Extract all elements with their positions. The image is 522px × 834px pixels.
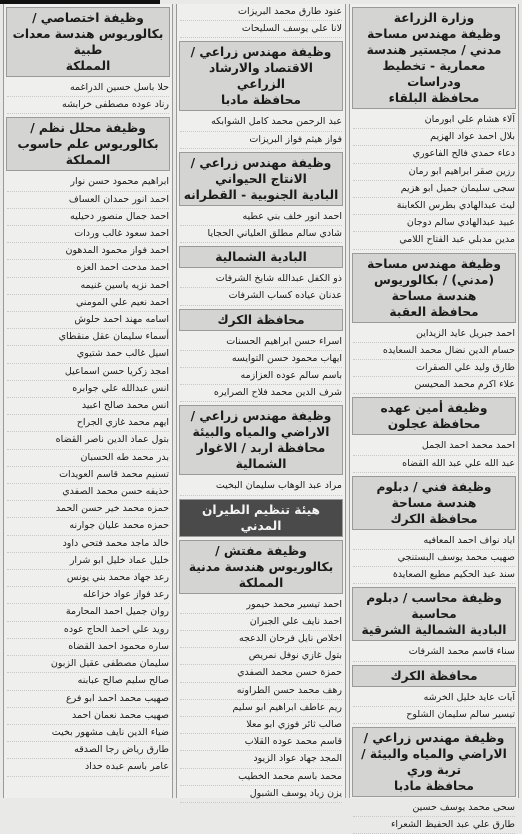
name-entry: سناء قاسم محمد الشرفات [353, 644, 515, 661]
name-entry: احمد نعيم علي المومني [7, 295, 169, 312]
section-heading [6, 117, 170, 171]
section-heading [352, 665, 516, 687]
section-heading [179, 41, 343, 111]
name-entry: روان جميل احمد المحارمة [7, 604, 169, 621]
name-entry: شرف الدين محمد فلاح الصرايره [180, 385, 342, 402]
names-list [177, 478, 345, 495]
heading-line: المملكة [65, 153, 111, 168]
heading-line: وظيفة محاسب / دبلوم محاسبة [366, 591, 502, 622]
name-entry: عبيد عبدالهادي سالم دوجان [353, 215, 515, 232]
heading-line: البادية الشمالية الشرقية [361, 623, 507, 638]
name-entry: سند عبد الحكيم مطيع الصعايدة [353, 567, 515, 584]
name-entry: المجد جهاد عواد الزيود [180, 751, 342, 768]
heading-line: وظيفة مهندس زراعي / الانتاج الحيواني [190, 155, 332, 186]
heading-line: المملكة [238, 575, 284, 590]
heading-line: محافظة عجلون [387, 417, 481, 432]
heading-line: محافظة العقبة [389, 304, 479, 319]
name-entry: امجد زكريا حسن اسماعيل [7, 364, 169, 381]
heading-line: وظيفة أمين عهده [380, 401, 488, 416]
name-entry: محمد باسم محمد الخطيب [180, 769, 342, 786]
name-entry: احمد فواز محمود المدهون [7, 243, 169, 260]
heading-line: محافظة البلقاء [388, 91, 480, 105]
name-entry: احمد جمال منصور دحيليه [7, 209, 169, 226]
top-edge-mark [0, 0, 160, 4]
heading-line: محافظة الكرك [390, 511, 478, 526]
heading-line: وظيفة اختصاصي / بكالوريوس هندسة معدات طبية [12, 11, 164, 57]
names-list [350, 800, 518, 834]
name-entry: بتول عماد الدين ناصر القضاه [7, 432, 169, 449]
names-list [350, 644, 518, 661]
name-entry: حمزه محمد عليان جوارنه [7, 518, 169, 535]
name-entry: دعاء حمدي فالح الفاعوري [353, 146, 515, 163]
name-entry: احمد جبريل عايد الزيداين [353, 326, 515, 343]
section-heading [352, 476, 516, 530]
name-entry: آلاء هشام علي ابورمان [353, 112, 515, 129]
name-entry: ايهم محمد غازي الجراح [7, 415, 169, 432]
heading-line: وزارة الزراعة [393, 11, 475, 25]
name-entry: عنود طارق محمد البريزات [180, 4, 342, 21]
name-entry: رناد عوده مصطفى خرابشه [7, 97, 169, 114]
name-entry: بلال احمد عواد الهزيم [353, 129, 515, 146]
name-entry: رزين صقر ابراهيم ابو رمان [353, 164, 515, 181]
name-entry: سليمان مصطفى عقيل الزبون [7, 656, 169, 673]
names-list [350, 690, 518, 724]
name-entry: فواز هيثم فواز البريزات [180, 132, 342, 149]
section-heading [352, 7, 516, 109]
names-list [177, 114, 345, 148]
name-entry: حمزة حسن محمد الصفدي [180, 665, 342, 682]
section-heading [179, 540, 343, 594]
name-entry: احمد انور خلف بني عطيه [180, 209, 342, 226]
name-entry: خالد ماجد محمد فتحي داود [7, 536, 169, 553]
name-entry: احمد نزيه ياسين غنيمه [7, 278, 169, 295]
name-entry: عامر باسم عبده حداد [7, 759, 169, 776]
section-heading [179, 499, 343, 537]
heading-line: وظيفة محلل نظم / بكالوريوس علم حاسوب [17, 121, 159, 152]
name-entry: احمد تيسير محمد حيمور [180, 597, 342, 614]
name-entry: طارق وليد علي الصقرات [353, 360, 515, 377]
name-entry: احمد سعود غالب وردات [7, 226, 169, 243]
name-entry: حذيفه حسن محمد الصفدي [7, 484, 169, 501]
heading-line: وظيفة مهندس زراعي / الاقتصاد والارشاد الزراعي [190, 45, 332, 92]
name-entry: احمد مدحت احمد العزه [7, 260, 169, 277]
name-entry: رويد علي احمد الحاج عوده [7, 622, 169, 639]
heading-line: وظيفة مهندس زراعي / الاراضي والمياه والبيئة [190, 409, 332, 440]
name-entry: بتول غازي نوفل نمريص [180, 648, 342, 665]
section-heading [352, 397, 516, 435]
name-entry: حسام الدين نضال محمد السعايده [353, 343, 515, 360]
name-entry: ساره محمود احمد القضاه [7, 639, 169, 656]
names-list [177, 4, 345, 38]
heading-line: وظيفة مهندس مساحة (مدني) / بكالوريوس هندسة مساحة [367, 256, 501, 303]
name-entry: طارق رياض رجا الصدقه [7, 742, 169, 759]
name-entry: عدنان عياده كساب الشرفات [180, 288, 342, 305]
name-entry: حلا باسل حسين الدراغمه [7, 80, 169, 97]
names-list [350, 533, 518, 585]
name-entry: احمد انور حمدان العساف [7, 192, 169, 209]
name-entry: طارق علي عبد الحفيظ الشعراء [353, 817, 515, 834]
name-entry: عبد الله علي عبد الله القضاه [353, 456, 515, 473]
name-entry: رهف محمد حسن الطراونه [180, 683, 342, 700]
name-entry: رعد فواز عواد خزاعله [7, 587, 169, 604]
names-list [177, 209, 345, 243]
heading-line: محافظة الكرك [217, 312, 305, 327]
name-entry: ايهاب محمود حسن التوايسه [180, 351, 342, 368]
name-entry: اياد نواف احمد المعافيه [353, 533, 515, 550]
name-entry: صهيب محمد يوسف البستنجي [353, 550, 515, 567]
section-heading [179, 246, 343, 268]
name-entry: اخلاص نايل فرحان الدعجه [180, 631, 342, 648]
names-list [350, 438, 518, 472]
heading-line: المملكة [65, 59, 111, 73]
names-list [177, 597, 345, 803]
name-entry: صهيب محمد نعمان احمد [7, 708, 169, 725]
name-entry: سجى سليمان جميل ابو هزيم [353, 181, 515, 198]
name-entry: أسماء سليمان عقل منقطاي [7, 329, 169, 346]
name-entry: بدر محمد طه الحسبان [7, 450, 169, 467]
heading-line: البادية الجنوبية - القطرانه [183, 187, 339, 202]
column-middle [176, 4, 346, 798]
name-entry: تيسير سالم سليمان الشلوح [353, 707, 515, 724]
name-entry: اسيل غالب حمد شتيوي [7, 346, 169, 363]
name-entry: اسامه مهند احمد حلوش [7, 312, 169, 329]
name-entry: سحى محمد يوسف حسين [353, 800, 515, 817]
names-list [177, 271, 345, 305]
name-entry: ذو الكفل عبدالله شابخ الشرفات [180, 271, 342, 288]
section-heading [352, 253, 516, 323]
name-entry: انس محمد صالح اعبيد [7, 398, 169, 415]
heading-line: محافظة اربد / الاغوار الشمالية [196, 441, 326, 472]
name-entry: ليث عبدالهادي بطرس الكعابنة [353, 198, 515, 215]
name-entry: علاء اكرم محمد المحيسن [353, 377, 515, 394]
name-entry: صالح سليم صالح عبابنه [7, 673, 169, 690]
section-heading [179, 152, 343, 206]
section-heading [352, 587, 516, 641]
column-right [349, 4, 519, 831]
name-entry: مراد عبد الوهاب سليمان البخيت [180, 478, 342, 495]
name-entry: يزن زياد يوسف الشبول [180, 786, 342, 803]
name-entry: خليل عماد خليل ابو شرار [7, 553, 169, 570]
names-list [4, 80, 172, 114]
heading-line: محافظة مادبا [221, 93, 301, 108]
name-entry: انس عبدالله علي جوابره [7, 381, 169, 398]
column-left [3, 4, 173, 798]
name-entry: قاسم محمد عوده القلاب [180, 734, 342, 751]
name-entry: صالب ثائر فوزي ابو معلا [180, 717, 342, 734]
name-entry: لانا علي يوسف السليحات [180, 21, 342, 38]
name-entry: شادي سالم مطلق العلياني الحجايا [180, 226, 342, 243]
heading-line: وظيفة مهندس مساحة مدني / مجستير هندسة معمارية - تخطيط ودراسات [366, 27, 502, 89]
section-heading [352, 727, 516, 797]
heading-line: وظيفة مفتش / بكالوريوس هندسة مدنية [188, 543, 334, 574]
heading-line: محافظة الكرك [390, 668, 478, 683]
name-entry: احمد محمد احمد الجمل [353, 438, 515, 455]
name-entry: ضياء الدين نايف مشهور بخيت [7, 725, 169, 742]
heading-line: وظيفة مهندس زراعي / الاراضي والمياه والبيئة / تربة وري [361, 731, 507, 778]
section-heading [179, 309, 343, 331]
name-entry: مدين مدبلي عبد الفتاح اللامي [353, 232, 515, 249]
names-list [350, 112, 518, 250]
names-list [177, 334, 345, 403]
name-entry: صهيب محمد احمد ابو فرع [7, 691, 169, 708]
name-entry: احمد نايف علي الجبران [180, 614, 342, 631]
name-entry: ريم عاطف ابراهيم ابو سليم [180, 700, 342, 717]
heading-line: وظيفة فني / دبلوم هندسة مساحة [376, 479, 492, 510]
name-entry: ابراهيم محمود حسن نوار [7, 174, 169, 191]
names-list [350, 326, 518, 395]
names-list [4, 174, 172, 776]
name-entry: اسراء حسن ابراهيم الحسنات [180, 334, 342, 351]
name-entry: باسم سالم عوده العزازمه [180, 368, 342, 385]
heading-line: البادية الشمالية [215, 250, 307, 265]
name-entry: حمزه محمد خير حسن الحمد [7, 501, 169, 518]
heading-line: محافظة مادبا [394, 779, 474, 794]
section-heading [6, 7, 170, 77]
name-entry: تسنيم محمد قاسم العويدات [7, 467, 169, 484]
name-entry: عبد الرحمن محمد كامل الشوابكه [180, 114, 342, 131]
name-entry: آيات عايد خليل الخرشه [353, 690, 515, 707]
name-entry: رعد جهاد محمد بني يونس [7, 570, 169, 587]
section-heading [179, 405, 343, 475]
heading-line: هيئة تنظيم الطيران المدني [202, 502, 320, 533]
